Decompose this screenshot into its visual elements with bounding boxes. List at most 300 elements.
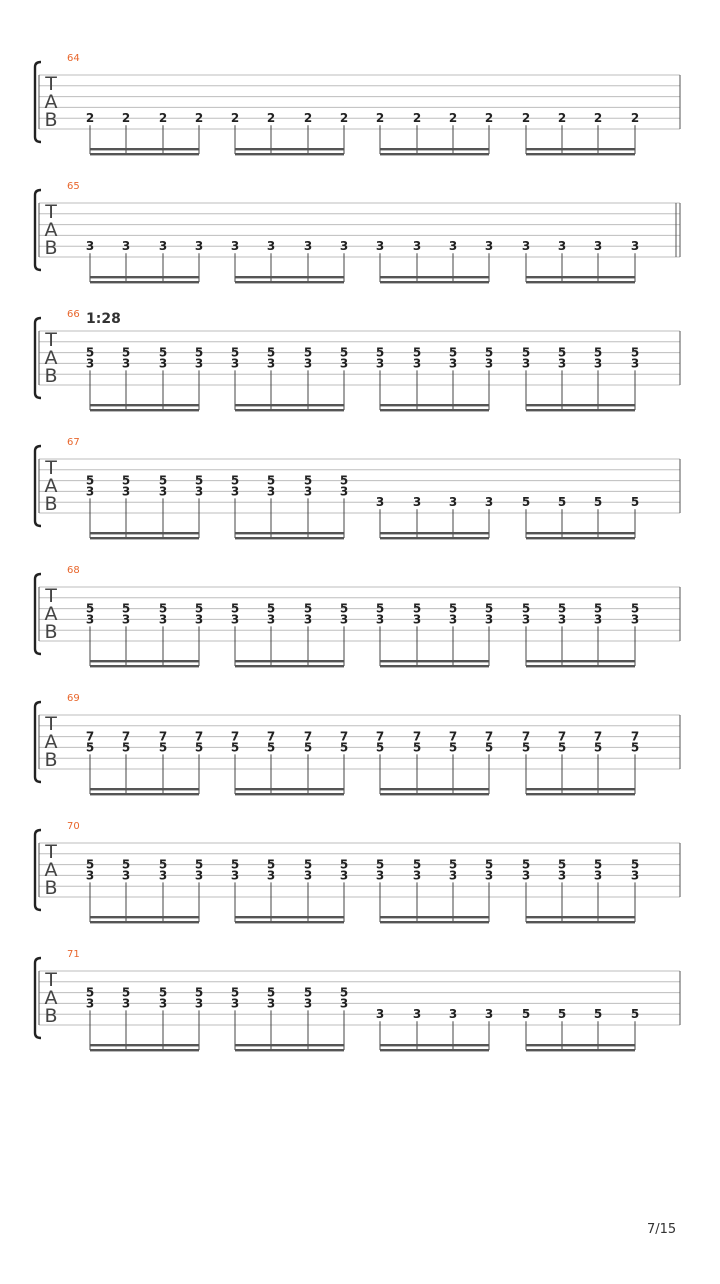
fret-number: 5 — [484, 345, 494, 360]
fret-number: 3 — [303, 356, 313, 371]
fret-number: 3 — [194, 612, 204, 627]
fret-number: 5 — [266, 740, 276, 755]
fret-number: 5 — [593, 1007, 603, 1022]
system-bracket — [35, 574, 41, 654]
fret-number: 3 — [448, 239, 458, 254]
fret-number: 3 — [266, 356, 276, 371]
fret-number: 3 — [266, 996, 276, 1011]
tab-clef-letter: B — [44, 621, 58, 644]
fret-number: 5 — [412, 740, 422, 755]
fret-number: 3 — [158, 239, 168, 254]
fret-number: 5 — [303, 601, 313, 616]
fret-number: 7 — [303, 729, 313, 744]
beam — [526, 1044, 635, 1046]
fret-number: 5 — [230, 857, 240, 872]
beam — [90, 281, 199, 283]
beam — [526, 276, 635, 278]
fret-number: 5 — [266, 985, 276, 1000]
fret-number: 5 — [303, 857, 313, 872]
fret-number: 2 — [593, 111, 603, 126]
measure-number: 69 — [67, 693, 80, 704]
fret-number: 5 — [230, 473, 240, 488]
fret-number: 7 — [85, 729, 95, 744]
fret-number: 5 — [266, 857, 276, 872]
beam — [235, 537, 344, 539]
fret-number: 7 — [121, 729, 131, 744]
fret-number: 7 — [557, 729, 567, 744]
fret-number: 3 — [230, 612, 240, 627]
fret-number: 3 — [557, 612, 567, 627]
fret-number: 5 — [266, 345, 276, 360]
tab-clef-letter: A — [44, 219, 58, 242]
fret-number: 7 — [266, 729, 276, 744]
fret-number: 3 — [448, 356, 458, 371]
fret-number: 3 — [339, 239, 349, 254]
beam — [90, 660, 199, 662]
beam — [235, 788, 344, 790]
beam — [380, 532, 489, 534]
fret-number: 5 — [339, 985, 349, 1000]
fret-number: 5 — [630, 345, 640, 360]
fret-number: 3 — [266, 868, 276, 883]
fret-number: 5 — [484, 857, 494, 872]
fret-number: 3 — [194, 996, 204, 1011]
fret-number: 2 — [121, 111, 131, 126]
fret-number: 3 — [375, 356, 385, 371]
beam — [380, 1049, 489, 1051]
fret-number: 7 — [521, 729, 531, 744]
fret-number: 2 — [375, 111, 385, 126]
beam — [526, 409, 635, 411]
system-bracket — [35, 958, 41, 1038]
fret-number: 3 — [630, 356, 640, 371]
beam — [380, 788, 489, 790]
fret-number: 2 — [339, 111, 349, 126]
fret-number: 3 — [375, 868, 385, 883]
beam — [526, 404, 635, 406]
fret-number: 5 — [194, 345, 204, 360]
fret-number: 5 — [303, 345, 313, 360]
fret-number: 5 — [230, 985, 240, 1000]
beam — [526, 537, 635, 539]
fret-number: 5 — [412, 345, 422, 360]
beam — [380, 793, 489, 795]
fret-number: 3 — [593, 356, 603, 371]
fret-number: 5 — [630, 1007, 640, 1022]
section-marker: 1:28 — [86, 311, 121, 327]
beam — [90, 276, 199, 278]
fret-number: 2 — [557, 111, 567, 126]
fret-number: 3 — [230, 868, 240, 883]
beam — [526, 788, 635, 790]
fret-number: 5 — [266, 473, 276, 488]
fret-number: 5 — [448, 345, 458, 360]
fret-number: 5 — [375, 345, 385, 360]
measure-number: 68 — [67, 565, 80, 576]
fret-number: 3 — [630, 868, 640, 883]
fret-number: 3 — [303, 239, 313, 254]
fret-number: 5 — [85, 857, 95, 872]
tab-clef-letter: T — [45, 968, 57, 991]
fret-number: 5 — [593, 857, 603, 872]
fret-number: 5 — [448, 601, 458, 616]
fret-number: 3 — [521, 612, 531, 627]
fret-number: 5 — [375, 857, 385, 872]
beam — [235, 532, 344, 534]
page-number: 7/15 — [647, 1222, 677, 1237]
fret-number: 5 — [521, 740, 531, 755]
fret-number: 2 — [521, 111, 531, 126]
fret-number: 5 — [375, 740, 385, 755]
fret-number: 5 — [121, 985, 131, 1000]
fret-number: 5 — [85, 985, 95, 1000]
fret-number: 5 — [85, 473, 95, 488]
fret-number: 5 — [448, 740, 458, 755]
fret-number: 3 — [521, 356, 531, 371]
fret-number: 3 — [339, 996, 349, 1011]
fret-number: 5 — [121, 345, 131, 360]
fret-number: 3 — [121, 484, 131, 499]
fret-number: 5 — [230, 345, 240, 360]
system-bracket — [35, 830, 41, 910]
beam — [90, 409, 199, 411]
beam — [526, 916, 635, 918]
beam — [235, 1049, 344, 1051]
beam — [90, 665, 199, 667]
beam — [90, 1044, 199, 1046]
fret-number: 3 — [85, 612, 95, 627]
beam — [380, 153, 489, 155]
fret-number: 7 — [230, 729, 240, 744]
beam — [526, 921, 635, 923]
fret-number: 3 — [593, 239, 603, 254]
fret-number: 5 — [339, 345, 349, 360]
fret-number: 3 — [266, 484, 276, 499]
tab-clef-letter: B — [44, 877, 58, 900]
fret-number: 3 — [448, 612, 458, 627]
fret-number: 7 — [194, 729, 204, 744]
beam — [380, 916, 489, 918]
fret-number: 5 — [194, 985, 204, 1000]
fret-number: 3 — [339, 612, 349, 627]
beam — [380, 537, 489, 539]
fret-number: 7 — [484, 729, 494, 744]
tab-clef-letter: T — [45, 72, 57, 95]
fret-number: 7 — [339, 729, 349, 744]
measure-number: 66 — [67, 309, 80, 320]
beam — [380, 409, 489, 411]
fret-number: 5 — [630, 740, 640, 755]
beam — [235, 921, 344, 923]
beam — [235, 660, 344, 662]
beam — [90, 793, 199, 795]
fret-number: 5 — [557, 495, 567, 510]
fret-number: 5 — [158, 345, 168, 360]
fret-number: 5 — [630, 857, 640, 872]
fret-number: 7 — [412, 729, 422, 744]
fret-number: 3 — [375, 495, 385, 510]
fret-number: 3 — [448, 495, 458, 510]
tab-clef-letter: B — [44, 749, 58, 772]
fret-number: 3 — [303, 868, 313, 883]
beam — [90, 404, 199, 406]
fret-number: 3 — [630, 239, 640, 254]
fret-number: 3 — [266, 612, 276, 627]
fret-number: 5 — [230, 601, 240, 616]
fret-number: 3 — [266, 239, 276, 254]
fret-number: 2 — [630, 111, 640, 126]
system-bracket — [35, 318, 41, 398]
beam — [90, 153, 199, 155]
beam — [526, 660, 635, 662]
fret-number: 3 — [484, 612, 494, 627]
beam — [380, 1044, 489, 1046]
fret-number: 5 — [557, 345, 567, 360]
beam — [380, 148, 489, 150]
fret-number: 5 — [593, 345, 603, 360]
fret-number: 3 — [158, 484, 168, 499]
fret-number: 5 — [339, 601, 349, 616]
system-bracket — [35, 446, 41, 526]
fret-number: 3 — [85, 868, 95, 883]
fret-number: 3 — [339, 356, 349, 371]
fret-number: 7 — [375, 729, 385, 744]
fret-number: 3 — [557, 868, 567, 883]
fret-number: 3 — [85, 996, 95, 1011]
tab-clef-letter: T — [45, 456, 57, 479]
fret-number: 5 — [85, 601, 95, 616]
tab-clef-letter: T — [45, 328, 57, 351]
fret-number: 3 — [375, 239, 385, 254]
measure-number: 71 — [67, 949, 80, 960]
fret-number: 3 — [412, 495, 422, 510]
beam — [526, 532, 635, 534]
fret-number: 5 — [521, 1007, 531, 1022]
fret-number: 3 — [412, 356, 422, 371]
fret-number: 5 — [375, 601, 385, 616]
beam — [380, 921, 489, 923]
beam — [380, 660, 489, 662]
fret-number: 5 — [339, 740, 349, 755]
fret-number: 7 — [630, 729, 640, 744]
fret-number: 3 — [375, 612, 385, 627]
fret-number: 5 — [630, 601, 640, 616]
fret-number: 3 — [158, 356, 168, 371]
fret-number: 3 — [303, 996, 313, 1011]
fret-number: 2 — [266, 111, 276, 126]
measure-number: 65 — [67, 181, 80, 192]
fret-number: 5 — [593, 601, 603, 616]
fret-number: 3 — [484, 356, 494, 371]
fret-number: 3 — [121, 868, 131, 883]
fret-number: 5 — [121, 473, 131, 488]
fret-number: 3 — [158, 868, 168, 883]
fret-number: 5 — [158, 473, 168, 488]
fret-number: 5 — [557, 740, 567, 755]
fret-number: 2 — [448, 111, 458, 126]
fret-number: 3 — [158, 612, 168, 627]
beam — [90, 788, 199, 790]
fret-number: 3 — [303, 612, 313, 627]
fret-number: 7 — [593, 729, 603, 744]
fret-number: 3 — [121, 239, 131, 254]
fret-number: 2 — [230, 111, 240, 126]
beam — [235, 148, 344, 150]
fret-number: 3 — [194, 868, 204, 883]
tab-clef-letter: B — [44, 109, 58, 132]
fret-number: 3 — [85, 484, 95, 499]
fret-number: 3 — [412, 612, 422, 627]
beam — [526, 281, 635, 283]
fret-number: 5 — [121, 740, 131, 755]
fret-number: 5 — [448, 857, 458, 872]
fret-number: 3 — [121, 996, 131, 1011]
fret-number: 5 — [158, 601, 168, 616]
beam — [235, 665, 344, 667]
fret-number: 3 — [230, 356, 240, 371]
fret-number: 5 — [194, 601, 204, 616]
fret-number: 5 — [593, 740, 603, 755]
beam — [90, 1049, 199, 1051]
fret-number: 5 — [484, 740, 494, 755]
fret-number: 5 — [303, 473, 313, 488]
fret-number: 5 — [412, 857, 422, 872]
fret-number: 3 — [339, 868, 349, 883]
fret-number: 3 — [303, 484, 313, 499]
fret-number: 3 — [158, 996, 168, 1011]
beam — [235, 276, 344, 278]
fret-number: 2 — [303, 111, 313, 126]
fret-number: 5 — [158, 740, 168, 755]
fret-number: 5 — [484, 601, 494, 616]
fret-number: 3 — [412, 1007, 422, 1022]
fret-number: 3 — [339, 484, 349, 499]
fret-number: 5 — [158, 857, 168, 872]
beam — [380, 665, 489, 667]
fret-number: 3 — [484, 239, 494, 254]
beam — [380, 281, 489, 283]
tab-clef-letter: T — [45, 200, 57, 223]
tab-clef-letter: A — [44, 603, 58, 626]
fret-number: 3 — [521, 868, 531, 883]
tab-clef-letter: B — [44, 1005, 58, 1028]
beam — [380, 404, 489, 406]
beam — [235, 793, 344, 795]
fret-number: 3 — [484, 868, 494, 883]
beam — [526, 153, 635, 155]
beam — [526, 148, 635, 150]
measure-number: 64 — [67, 53, 80, 64]
fret-number: 3 — [557, 356, 567, 371]
fret-number: 5 — [121, 601, 131, 616]
fret-number: 5 — [230, 740, 240, 755]
fret-number: 3 — [412, 868, 422, 883]
fret-number: 3 — [230, 996, 240, 1011]
fret-number: 3 — [448, 868, 458, 883]
fret-number: 5 — [303, 740, 313, 755]
fret-number: 5 — [303, 985, 313, 1000]
fret-number: 5 — [412, 601, 422, 616]
tab-clef-letter: A — [44, 475, 58, 498]
fret-number: 3 — [194, 239, 204, 254]
beam — [235, 404, 344, 406]
fret-number: 3 — [194, 356, 204, 371]
tab-clef-letter: T — [45, 840, 57, 863]
fret-number: 5 — [158, 985, 168, 1000]
fret-number: 3 — [85, 239, 95, 254]
fret-number: 7 — [448, 729, 458, 744]
system-bracket — [35, 62, 41, 142]
fret-number: 3 — [630, 612, 640, 627]
beam — [235, 1044, 344, 1046]
fret-number: 5 — [521, 857, 531, 872]
fret-number: 2 — [194, 111, 204, 126]
fret-number: 5 — [194, 740, 204, 755]
fret-number: 5 — [266, 601, 276, 616]
fret-number: 5 — [593, 495, 603, 510]
fret-number: 2 — [158, 111, 168, 126]
fret-number: 5 — [557, 1007, 567, 1022]
tab-clef-letter: A — [44, 987, 58, 1010]
tab-clef-letter: B — [44, 237, 58, 260]
fret-number: 3 — [593, 612, 603, 627]
fret-number: 7 — [158, 729, 168, 744]
beam — [90, 148, 199, 150]
measure-number: 67 — [67, 437, 80, 448]
fret-number: 5 — [630, 495, 640, 510]
fret-number: 5 — [521, 601, 531, 616]
fret-number: 3 — [121, 612, 131, 627]
beam — [235, 281, 344, 283]
fret-number: 5 — [339, 857, 349, 872]
beam — [90, 532, 199, 534]
fret-number: 2 — [484, 111, 494, 126]
tab-clef-letter: T — [45, 584, 57, 607]
fret-number: 3 — [230, 239, 240, 254]
fret-number: 5 — [194, 473, 204, 488]
beam — [90, 921, 199, 923]
tab-clef-letter: A — [44, 347, 58, 370]
beam — [235, 916, 344, 918]
tab-clef-letter: A — [44, 91, 58, 114]
beam — [526, 793, 635, 795]
fret-number: 3 — [375, 1007, 385, 1022]
fret-number: 5 — [194, 857, 204, 872]
fret-number: 3 — [521, 239, 531, 254]
fret-number: 3 — [194, 484, 204, 499]
fret-number: 2 — [85, 111, 95, 126]
fret-number: 3 — [484, 495, 494, 510]
fret-number: 3 — [230, 484, 240, 499]
system-bracket — [35, 190, 41, 270]
fret-number: 3 — [484, 1007, 494, 1022]
tab-clef-letter: B — [44, 493, 58, 516]
beam — [90, 537, 199, 539]
fret-number: 5 — [121, 857, 131, 872]
fret-number: 5 — [521, 495, 531, 510]
tab-clef-letter: T — [45, 712, 57, 735]
fret-number: 5 — [85, 740, 95, 755]
beam — [526, 1049, 635, 1051]
fret-number: 3 — [412, 239, 422, 254]
tab-clef-letter: A — [44, 731, 58, 754]
beam — [90, 916, 199, 918]
beam — [235, 153, 344, 155]
fret-number: 5 — [557, 857, 567, 872]
fret-number: 3 — [557, 239, 567, 254]
measure-number: 70 — [67, 821, 80, 832]
beam — [526, 665, 635, 667]
